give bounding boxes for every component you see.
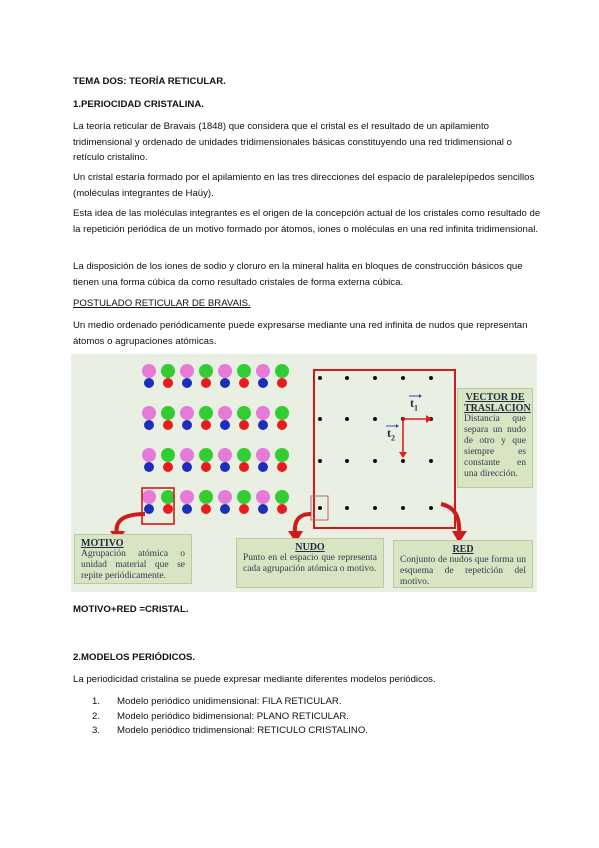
paragraph-1: La teoría reticular de Bravais (1848) que considera que el cristal es el resultado de un apilamiento tridimensional y ordenado de unidades tridimensionales básicas constituyendo una red tridimensional o retículo cristalino.: [73, 121, 512, 163]
atom-small: [201, 420, 211, 430]
atom-small: [182, 504, 192, 514]
t2-letter: t: [387, 426, 391, 440]
atom-small: [277, 462, 287, 472]
atom-large: [256, 364, 270, 378]
atom-large: [275, 448, 289, 462]
motivo-box: [74, 534, 192, 584]
atom-small: [220, 462, 230, 472]
red-box: [393, 540, 533, 588]
atom-small: [144, 420, 154, 430]
atom-small: [258, 504, 268, 514]
crystal-lattice-figure: [71, 354, 537, 592]
vector-t1-arrowhead: [426, 415, 432, 423]
atom-large: [180, 406, 194, 420]
lattice-node: [401, 376, 405, 380]
atom-large: [161, 364, 175, 378]
atom-large: [237, 406, 251, 420]
atom-large: [199, 448, 213, 462]
lattice-node: [345, 459, 349, 463]
atom-large: [199, 490, 213, 504]
list-item-text: Modelo periódico bidimensional: PLANO RETICULAR.: [117, 710, 349, 722]
atom-large: [256, 490, 270, 504]
atom-large: [237, 448, 251, 462]
list-item-number: 2.: [92, 710, 101, 722]
atom-small: [201, 378, 211, 388]
lattice-node: [429, 376, 433, 380]
lattice-node: [429, 506, 433, 510]
atom-small: [144, 378, 154, 388]
t2-label: [387, 428, 395, 443]
atom-large: [275, 490, 289, 504]
lattice-node: [401, 459, 405, 463]
paragraph-6: La periodicidad cristalina se puede expresar mediante diferentes modelos periódicos.: [73, 674, 436, 685]
list-item-text: Modelo periódico tridimensional: RETICULO CRISTALINO.: [117, 725, 368, 736]
atom-large: [275, 364, 289, 378]
nudo-desc: Punto en el espacio que representa cada agrupación atómica o motivo.: [243, 553, 377, 574]
vector-t2-overline-head: [396, 424, 399, 428]
atom-small: [239, 504, 249, 514]
lattice-node: [429, 459, 433, 463]
paragraph-3: Esta idea de las moléculas integrantes es el origen de la concepción actual de los cristales como resultado de la repetición periódica de un motivo formado por átomos, iones o moléculas en una red infinita tridimensional.: [73, 208, 541, 235]
nudo-box: [236, 538, 384, 588]
atom-small: [220, 504, 230, 514]
list-item-number: 1.: [92, 696, 101, 707]
atom-small: [220, 420, 230, 430]
atom-small: [182, 462, 192, 472]
atom-small: [277, 420, 287, 430]
t1-label: [410, 398, 418, 413]
vector-traslacion-box: [457, 388, 533, 488]
atom-large: [237, 364, 251, 378]
atom-small: [258, 420, 268, 430]
t1-subscript: 1: [414, 403, 418, 413]
atom-large: [180, 490, 194, 504]
atom-small: [201, 504, 211, 514]
atom-small: [182, 420, 192, 430]
atom-small: [239, 378, 249, 388]
atom-large: [199, 406, 213, 420]
atom-large: [142, 364, 156, 378]
list-item-text: Modelo periódico unidimensional: FILA RETICULAR.: [117, 696, 342, 707]
nudo-title: NUDO: [295, 542, 325, 553]
atom-large: [218, 364, 232, 378]
atom-large: [142, 448, 156, 462]
vector-t2-arrowhead: [399, 452, 407, 458]
atom-large: [199, 364, 213, 378]
atom-rows: [142, 364, 289, 514]
atom-large: [161, 406, 175, 420]
atom-small: [182, 378, 192, 388]
atom-large: [142, 490, 156, 504]
red-curved-arrow: [441, 504, 459, 534]
atom-small: [277, 504, 287, 514]
lattice-node: [345, 506, 349, 510]
atom-small: [239, 462, 249, 472]
atom-large: [142, 406, 156, 420]
motivo-title: MOTIVO: [81, 538, 124, 549]
red-title: RED: [452, 544, 474, 555]
atom-large: [218, 490, 232, 504]
lattice-node: [373, 506, 377, 510]
lattice-node: [345, 417, 349, 421]
atom-small: [163, 504, 173, 514]
lattice-node: [401, 506, 405, 510]
atom-small: [239, 420, 249, 430]
lattice-node: [318, 506, 322, 510]
lattice-node: [318, 459, 322, 463]
atom-small: [258, 378, 268, 388]
atom-large: [256, 448, 270, 462]
atom-small: [163, 462, 173, 472]
vector-t1-overline-head: [419, 394, 422, 398]
atom-large: [237, 490, 251, 504]
postulado-heading: POSTULADO RETICULAR DE BRAVAIS.: [73, 298, 251, 309]
atom-large: [180, 364, 194, 378]
lattice-node: [318, 417, 322, 421]
atom-large: [218, 406, 232, 420]
t2-subscript: 2: [391, 433, 395, 443]
lattice-node: [373, 459, 377, 463]
doc-title: TEMA DOS: TEORÍA RETICULAR.: [73, 76, 226, 87]
lattice-node: [345, 376, 349, 380]
atom-large: [161, 490, 175, 504]
section-heading-2: 2.MODELOS PERIÓDICOS.: [73, 652, 196, 663]
atom-large: [180, 448, 194, 462]
paragraph-5: Un medio ordenado periódicamente puede expresarse mediante una red infinita de nudos que representan átomos o agrupaciones atómicas.: [73, 320, 528, 347]
atom-small: [201, 462, 211, 472]
vector-traslacion-title: VECTOR DE TRASLACION: [464, 392, 531, 414]
motivo-desc: Agrupación atómica o unidad material que se repite periódicamente.: [81, 549, 185, 581]
atom-large: [161, 448, 175, 462]
atom-small: [258, 462, 268, 472]
atom-small: [220, 378, 230, 388]
motivo-red-cristal: MOTIVO+RED =CRISTAL.: [73, 604, 189, 615]
section-heading-1: 1.PERIOCIDAD CRISTALINA.: [73, 99, 204, 110]
atom-large: [275, 406, 289, 420]
lattice-node: [373, 417, 377, 421]
atom-small: [144, 462, 154, 472]
atom-small: [277, 378, 287, 388]
red-desc: Conjunto de nudos que forma un esquema de repetición del motivo.: [400, 555, 526, 587]
atom-small: [163, 420, 173, 430]
lattice-node: [373, 376, 377, 380]
vector-traslacion-desc: Distancia que separa un nudo de otro y que siempre es constante en una dirección.: [464, 414, 526, 479]
paragraph-2: Un cristal estaría formado por el apilamiento en las tres direcciones del espacio de paralelepípedos sencillos (moléculas integrantes de Haüy).: [73, 172, 535, 199]
list-item-number: 3.: [92, 725, 101, 736]
paragraph-4: La disposición de los iones de sodio y cloruro en la mineral halita en bloques de construcción básicos que tienen una forma cúbica da como resultado cristales de forma externa cúbica.: [73, 261, 523, 288]
lattice-frame: [314, 370, 455, 528]
atom-small: [144, 504, 154, 514]
atom-large: [256, 406, 270, 420]
atom-small: [163, 378, 173, 388]
t1-letter: t: [410, 396, 414, 410]
lattice-node: [318, 376, 322, 380]
atom-large: [218, 448, 232, 462]
